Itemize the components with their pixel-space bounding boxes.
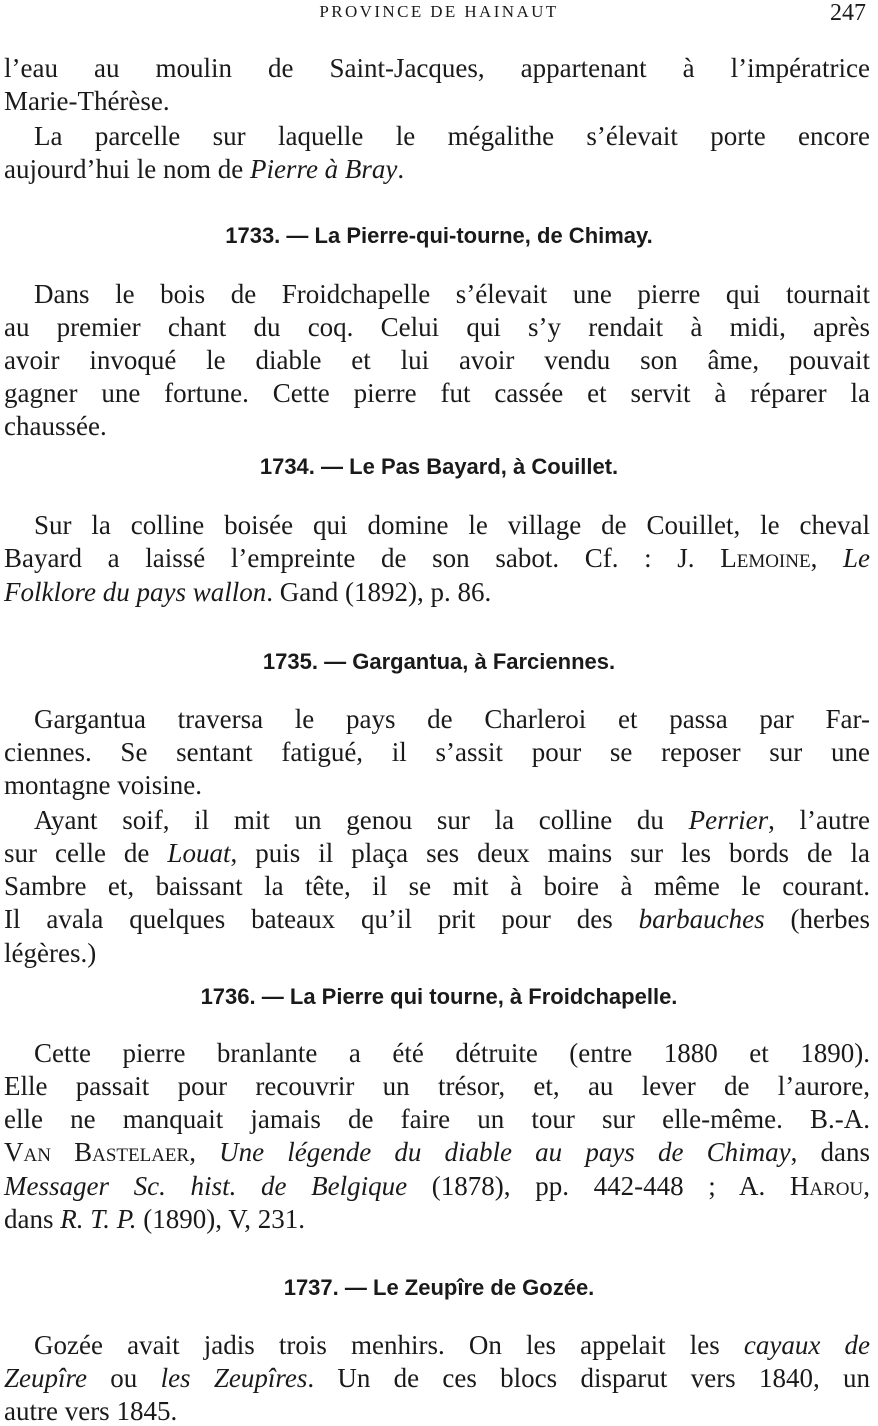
author-name: Harou	[789, 1171, 864, 1201]
italic-term: cayaux de	[743, 1330, 871, 1360]
text-line: Messager Sc. hist. de Belgique (1878), pp. 442-448 ; A. Harou,	[4, 1171, 870, 1201]
italic-place-name: Louat	[167, 838, 231, 868]
text-line: Dans le bois de Froidchapelle s’élevait une pierre qui tournait	[34, 279, 870, 309]
italic-term: les Zeupîres	[160, 1363, 308, 1393]
journal-abbrev: R. T. P.	[60, 1204, 137, 1234]
text-line: Van Bastelaer, Une légende du diable au pays de Chimay, dans	[4, 1137, 871, 1167]
text-line: montagne voisine.	[4, 770, 202, 800]
text-line: Cette pierre branlante a été détruite (entre 1880 et 1890).	[34, 1038, 870, 1068]
text-line: Gozée avait jadis trois menhirs. On les appelait les cayaux de	[34, 1330, 871, 1360]
entry-heading: 1735. — Gargantua, à Farciennes.	[262, 649, 616, 674]
text-line: autre vers 1845.	[4, 1396, 178, 1426]
author-name: Lemoine	[720, 543, 811, 573]
text-line: Folklore du pays wallon. Gand (1892), p. 86.	[4, 577, 492, 607]
text-line: chaussée.	[4, 411, 107, 441]
text-line: l’eau au moulin de Saint-Jacques, appartenant à l’impératrice	[4, 53, 870, 83]
page-number: 247	[830, 0, 866, 26]
entry-heading: 1737. — Le Zeupîre de Gozée.	[283, 1275, 595, 1300]
running-title: PROVINCE DE HAINAUT	[319, 2, 559, 21]
text-line: Ayant soif, il mit un genou sur la colline du Perrier, l’autre	[34, 805, 871, 835]
text-line: Bayard a laissé l’empreinte de son sabot. Cf. : J. Lemoine, Le	[4, 543, 871, 573]
text-line: gagner une fortune. Cette pierre fut cassée et servit à réparer la	[4, 378, 870, 408]
author-name: Van Bastelaer	[4, 1137, 190, 1167]
entry-heading: 1733. — La Pierre-qui-tourne, de Chimay.	[225, 223, 653, 248]
italic-place-name: Pierre à Bray	[249, 154, 398, 184]
italic-term: Zeupîre	[4, 1363, 87, 1393]
text-line: légères.)	[4, 938, 97, 968]
text-line: au premier chant du coq. Celui qui s’y rendait à midi, après	[4, 312, 870, 342]
running-head	[0, 0, 878, 28]
book-title: Folklore du pays wallon	[4, 577, 267, 607]
text-line: dans R. T. P. (1890), V, 231.	[4, 1204, 306, 1234]
entry-heading: 1734. — Le Pas Bayard, à Couillet.	[259, 454, 619, 479]
entry-heading: 1736. — La Pierre qui tourne, à Froidchapelle.	[200, 984, 678, 1009]
text-line: Gargantua traversa le pays de Charleroi et passa par Far-	[34, 704, 870, 734]
italic-place-name: Perrier	[688, 805, 769, 835]
text-line: Sur la colline boisée qui domine le village de Couillet, le cheval	[34, 510, 870, 540]
text-line: Marie-Thérèse.	[4, 86, 170, 116]
text-line: aujourd’hui le nom de Pierre à Bray.	[4, 154, 405, 184]
text-line: ciennes. Se sentant fatigué, il s’assit pour se reposer sur une	[4, 737, 870, 767]
text-line: sur celle de Louat, puis il plaça ses deux mains sur les bords de la	[4, 838, 871, 868]
text-line: elle ne manquait jamais de faire un tour sur elle-même. B.-A.	[4, 1104, 870, 1134]
italic-term: barbauches	[638, 904, 765, 934]
text-line: Elle passait pour recouvrir un trésor, et, au lever de l’aurore,	[4, 1071, 870, 1101]
article-title: Une légende du diable au pays de Chimay	[219, 1137, 791, 1167]
text-line: Sambre et, baissant la tête, il se mit à boire à même le courant.	[4, 871, 870, 901]
text-line: Zeupîre ou les Zeupîres. Un de ces blocs disparut vers 1840, un	[4, 1363, 871, 1393]
journal-title: Messager Sc. hist. de Belgique	[4, 1171, 408, 1201]
text-line: La parcelle sur laquelle le mégalithe s’élevait porte encore	[34, 121, 870, 151]
text-line: avoir invoqué le diable et lui avoir vendu son âme, pouvait	[4, 345, 870, 375]
text-line: Il avala quelques bateaux qu’il prit pour des barbauches (herbes	[4, 904, 870, 934]
